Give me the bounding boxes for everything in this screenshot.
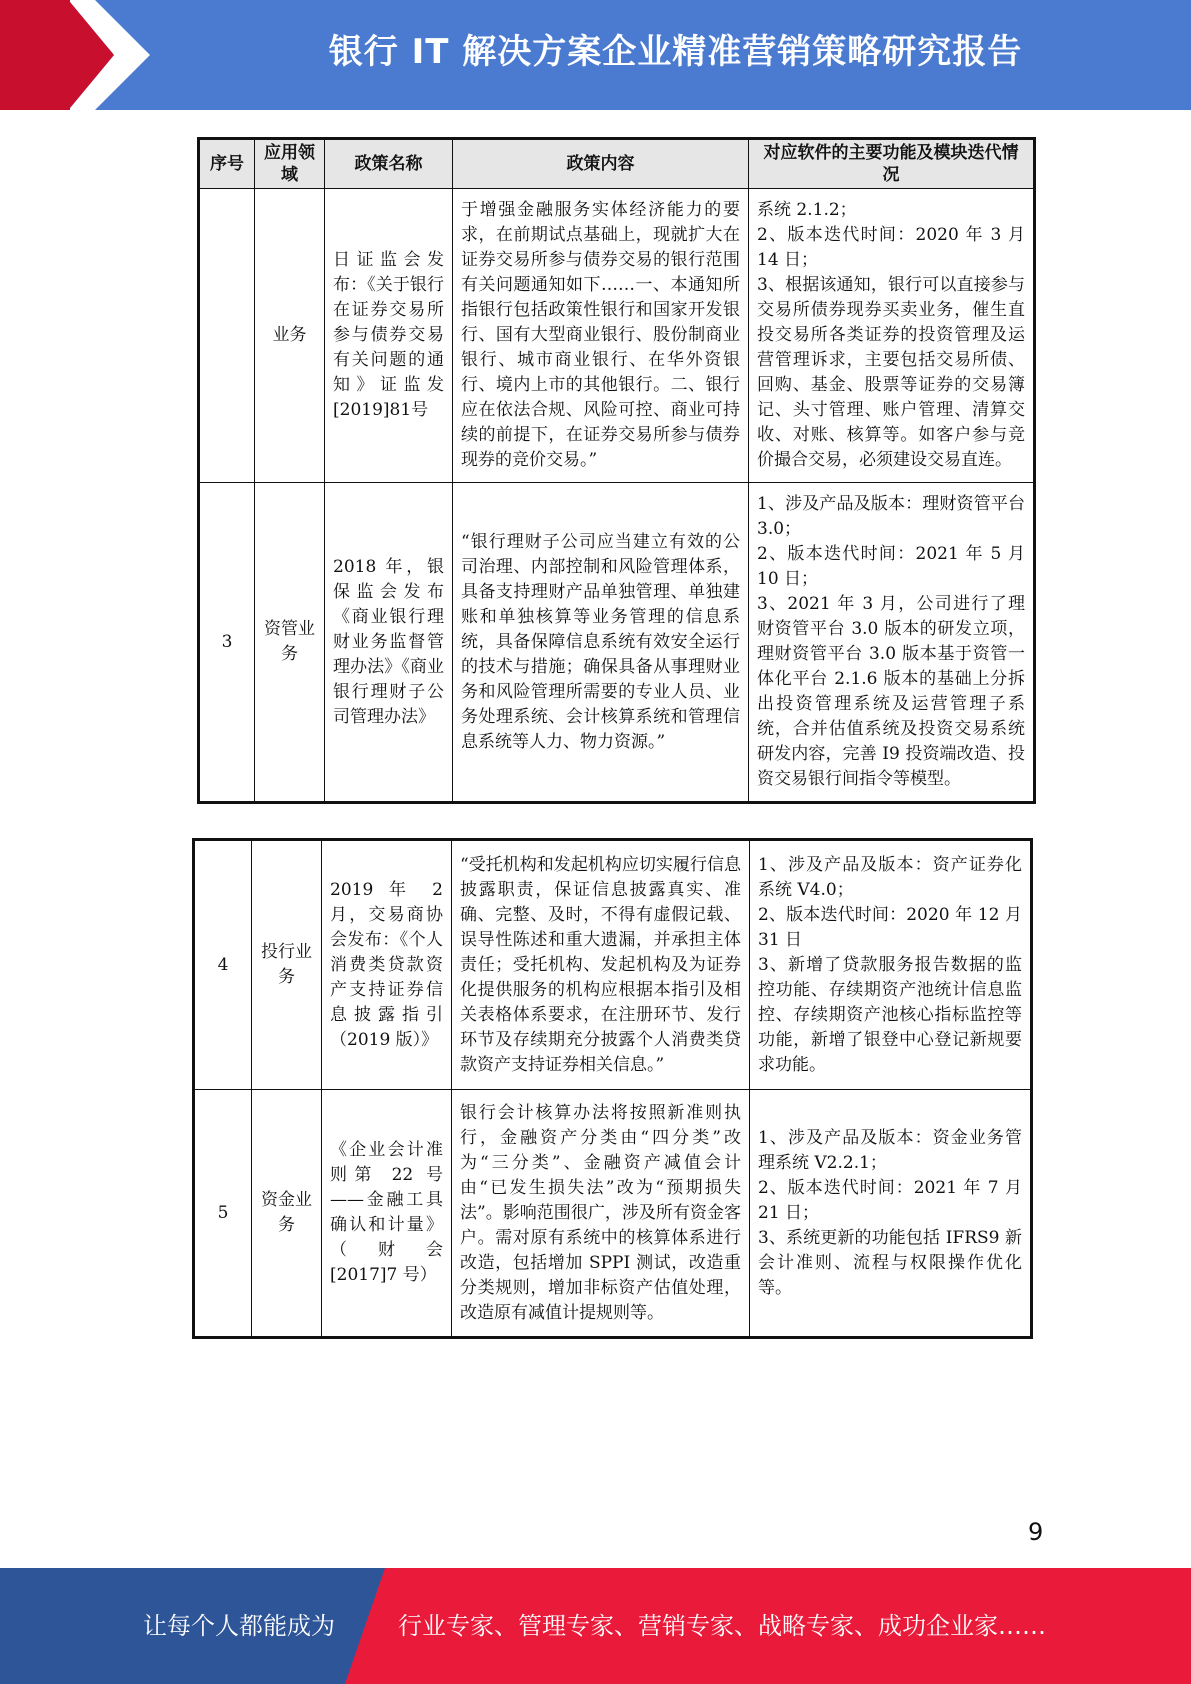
cell-software-function: 1、涉及产品及版本：资金业务管理系统 V2.2.1； 2、版本迭代时间：2021 年 7 月 21 日； 3、系统更新的功能包括 IFRS9 新会计准则、流程与权限操作优化等。 [750, 1090, 1032, 1338]
cell-no: 5 [194, 1090, 252, 1338]
table-row [199, 483, 1035, 803]
cell-area: 资金业务 [252, 1090, 322, 1338]
cell-no: 4 [194, 840, 252, 1090]
table-header-row [199, 139, 1035, 189]
cell-policy-content: “银行理财子公司应当建立有效的公司治理、内部控制和风险管理体系，具备支持理财产品单独管理、单独建账和单独核算等业务管理的信息系统，具备保障信息系统有效安全运行的技术与措施；确保具备从事理财业务和风险管理所需要的专业人员、业务处理系统、会计核算系统和管理信息系统等人力、物力资源。” [453, 483, 749, 803]
footer-banner [0, 1568, 1191, 1684]
table-row [199, 189, 1035, 483]
header-func: 对应软件的主要功能及模块迭代情况 [749, 139, 1035, 189]
header-chevron-icon [70, 0, 150, 110]
footer-slogan-left: 让每个人都能成为 [143, 1612, 335, 1640]
cell-policy-content: “受托机构和发起机构应切实履行信息披露职责，保证信息披露真实、准确、完整、及时，不得有虚假记载、误导性陈述和重大遗漏，并承担主体责任；受托机构、发起机构及为证券化提供服务的机构应根据本指引及相关表格体系要求，在注册环节、发行环节及存续期充分披露个人消费类贷款资产支持证券相关信息。” [452, 840, 750, 1090]
cell-software-function: 1、涉及产品及版本：资产证券化系统 V4.0； 2、版本迭代时间：2020 年 12 月 31 日 3、新增了贷款服务报告数据的监控功能、存续期资产池统计信息监控、存续期资产池核心指标监控等功能，新增了银登中心登记新规要求功能。 [750, 840, 1032, 1090]
cell-policy-name: 日证监会发布：《关于银行在证券交易所参与债券交易有关问题的通知》证监发[2019]81号 [325, 189, 453, 483]
cell-no: 3 [199, 483, 255, 803]
cell-area: 资管业务 [255, 483, 325, 803]
header-no: 序号 [199, 139, 255, 189]
document-title: 银行 IT 解决方案企业精准营销策略研究报告 [328, 32, 1023, 72]
table-row [194, 840, 1032, 1090]
header-name: 政策名称 [325, 139, 453, 189]
cell-policy-name: 2018 年，银保监会发布《商业银行理财业务监督管理办法》《商业银行理财子公司管理办法》 [325, 483, 453, 803]
cell-area: 业务 [255, 189, 325, 483]
cell-software-function: 1、涉及产品及版本：理财资管平台 3.0； 2、版本迭代时间：2021 年 5 月 10 日； 3、2021 年 3 月，公司进行了理财资管平台 3.0 版本的研发立项，理财资管平台 3.0 版本基于资管一体化平台 2.1.6 版本的基础上分拆出投资管理系统及运营管理子系统，合并估值系统及投资交易系统研发内容，完善 I9 投资端改造、投资交易银行间指令等模型。 [749, 483, 1035, 803]
cell-policy-name: 2019 年 2 月，交易商协会发布：《个人消费类贷款资产支持证券信息披露指引（2019 版）》 [322, 840, 452, 1090]
policy-table-part2 [192, 838, 1033, 1339]
header-area: 应用领域 [255, 139, 325, 189]
cell-policy-content: 于增强金融服务实体经济能力的要求，在前期试点基础上，现就扩大在证券交易所参与债券交易的银行范围有关问题通知如下……一、本通知所指银行包括政策性银行和国家开发银行、国有大型商业银行、股份制商业银行、城市商业银行、在华外资银行、境内上市的其他银行。二、银行应在依法合规、风险可控、商业可持续的前提下，在证券交易所参与债券现券的竞价交易。” [453, 189, 749, 483]
header-content: 政策内容 [453, 139, 749, 189]
page-number: 9 [1028, 1518, 1044, 1546]
policy-table-part1 [197, 137, 1036, 804]
header-banner [0, 0, 1191, 110]
cell-policy-name: 《企业会计准则第 22 号——金融工具确认和计量》（财会[2017]7 号） [322, 1090, 452, 1338]
table-row [194, 1090, 1032, 1338]
header-red-accent [0, 0, 70, 110]
cell-software-function: 系统 2.1.2； 2、版本迭代时间：2020 年 3 月 14 日； 3、根据该通知，银行可以直接参与交易所债券现券买卖业务，催生直投交易所各类证券的投资管理及运营管理诉求，主要包括交易所债、回购、基金、股票等证券的交易簿记、头寸管理、账户管理、清算交收、对账、核算等。如客户参与竞价撮合交易，必须建设交易直连。 [749, 189, 1035, 483]
footer-slogan-right: 行业专家、管理专家、营销专家、战略专家、成功企业家…… [398, 1612, 1046, 1640]
cell-policy-content: 银行会计核算办法将按照新准则执行，金融资产分类由“四分类”改为“三分类”、金融资产减值会计由“已发生损失法”改为“预期损失法”。影响范围很广，涉及所有资金客户。需对原有系统中的核算体系进行改造，包括增加 SPPI 测试，改造重分类规则，增加非标资产估值处理，改造原有减值计提规则等。 [452, 1090, 750, 1338]
cell-no [199, 189, 255, 483]
cell-area: 投行业务 [252, 840, 322, 1090]
